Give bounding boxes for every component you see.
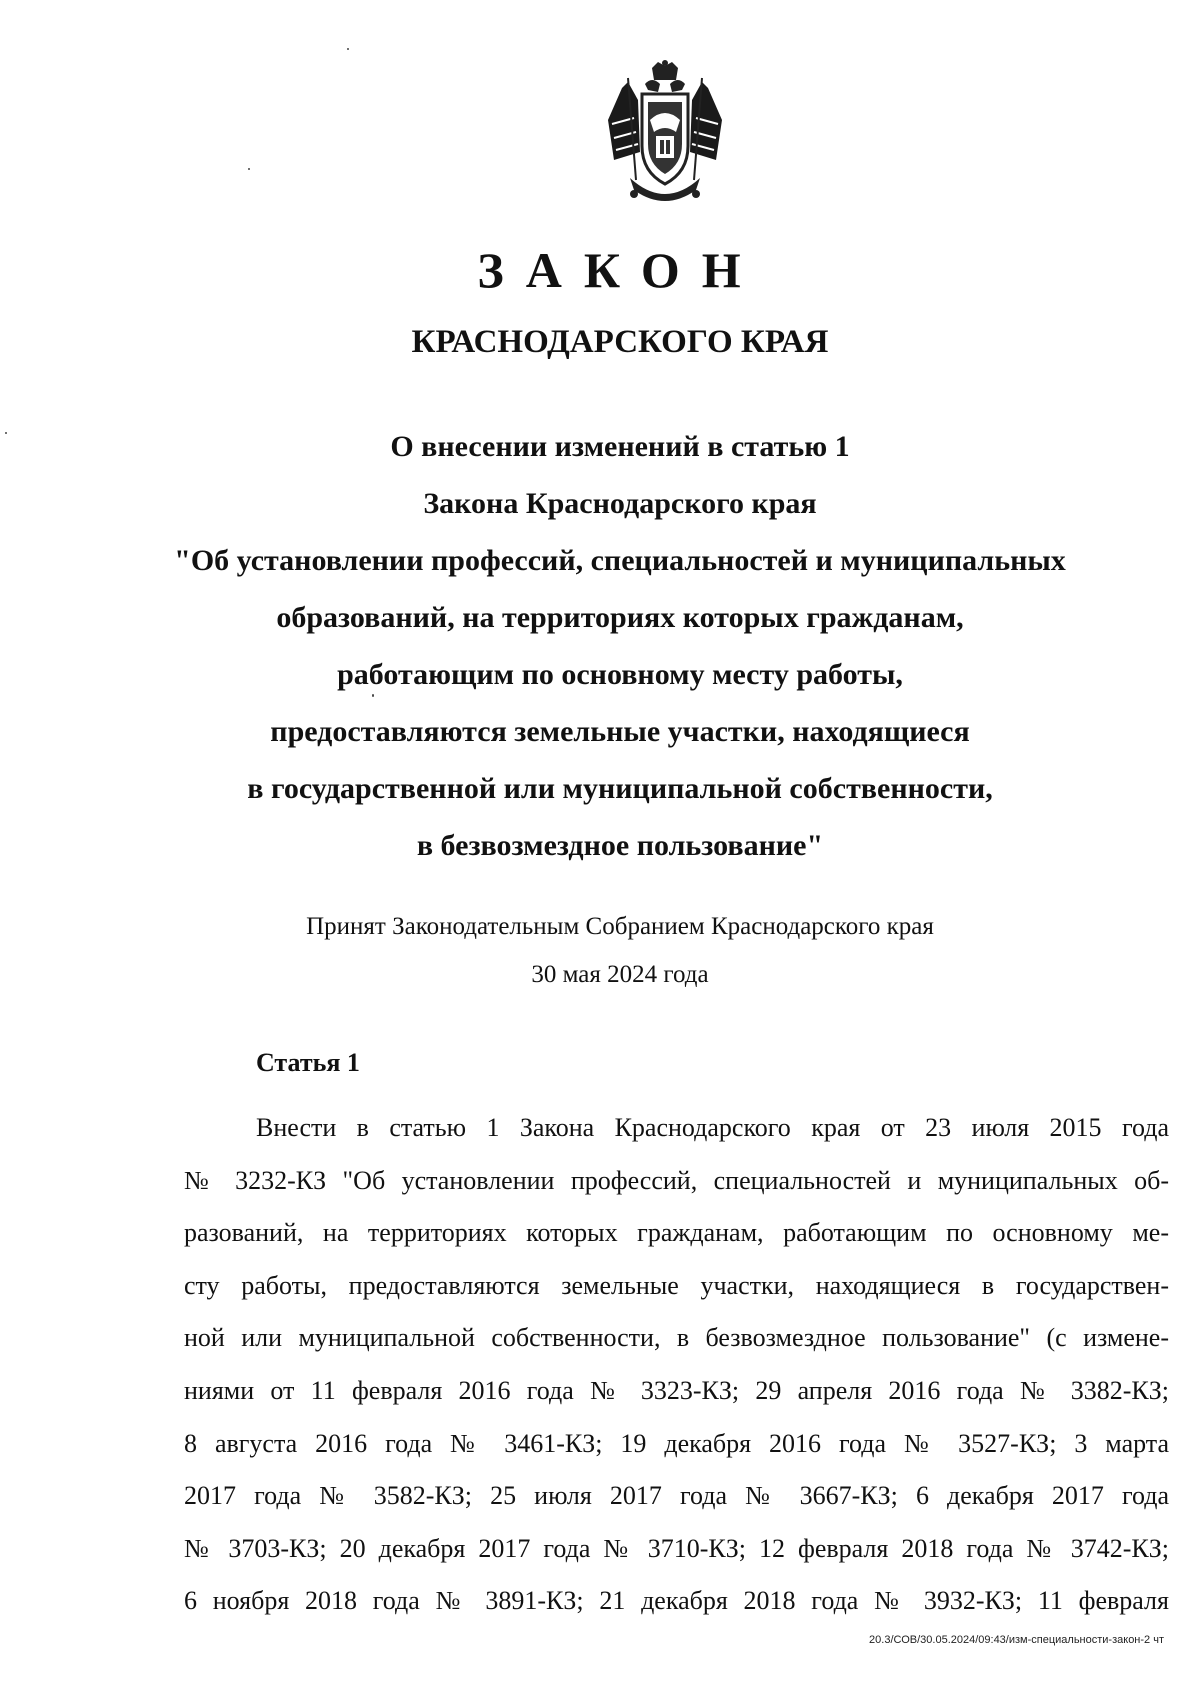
article-line: Внести в статью 1 Закона Краснодарского края от 23 июля 2015 года <box>256 1113 1169 1142</box>
scan-speck <box>5 432 7 434</box>
adoption-date: 30 мая 2024 года <box>531 961 709 988</box>
scan-speck <box>347 48 349 50</box>
scan-speck <box>372 694 374 697</box>
law-title-line: в государственной или муниципальной собственности, <box>247 772 993 805</box>
adoption-statement <box>0 903 1200 999</box>
law-title-line: "Об установлении профессий, специальностей и муниципальных <box>174 544 1066 577</box>
article-line: 2017 года № 3582-КЗ; 25 июля 2017 года № 3667-КЗ; 6 декабря 2017 года <box>184 1481 1169 1511</box>
law-title-line: О внесении изменений в статью 1 <box>390 430 850 463</box>
article-line: разований, на территориях которых гражданам, работающим по основному ме- <box>184 1218 1169 1248</box>
article-heading: Статья 1 <box>256 1048 360 1077</box>
law-title-line: предоставляются земельные участки, находящиеся <box>270 715 970 748</box>
scan-speck <box>248 168 250 170</box>
article-line: ниями от 11 февраля 2016 года № 3323-КЗ; 29 апреля 2016 года № 3382-КЗ; <box>184 1375 1169 1405</box>
law-title <box>0 418 1200 874</box>
law-title-line: образований, на территориях которых гражданам, <box>276 601 964 634</box>
article-body <box>184 1102 1169 1628</box>
law-title-line: Закона Краснодарского края <box>423 487 817 520</box>
coat-of-arms-icon <box>600 60 730 210</box>
article-line: № 3703-КЗ; 20 декабря 2017 года № 3710-КЗ; 12 февраля 2018 года № 3742-КЗ; <box>184 1533 1169 1563</box>
article-line: ной или муниципальной собственности, в безвозмездное пользование" (с измене- <box>184 1323 1169 1353</box>
region-heading: КРАСНОДАРСКОГО КРАЯ <box>411 324 829 360</box>
article-line: сту работы, предоставляются земельные участки, находящиеся в государствен- <box>184 1270 1169 1300</box>
article-line: 8 августа 2016 года № 3461-КЗ; 19 декабря 2016 года № 3527-КЗ; 3 марта <box>184 1428 1169 1458</box>
law-title-line: в безвозмездное пользование" <box>416 829 824 862</box>
article-line: № 3232-КЗ "Об установлении профессий, специальностей и муниципальных об- <box>184 1165 1169 1195</box>
article-line: 6 ноября 2018 года № 3891-КЗ; 21 декабря 2018 года № 3932-КЗ; 11 февраля <box>184 1586 1169 1616</box>
adoption-body: Принят Законодательным Собранием Краснодарского края <box>306 913 934 940</box>
law-type-heading: ЗАКОН <box>477 242 763 298</box>
document-code-footer: 20.3/СОВ/30.05.2024/09:43/изм-специальности-закон-2 чт <box>869 1634 1164 1646</box>
law-title-line: работающим по основному месту работы, <box>337 658 903 691</box>
